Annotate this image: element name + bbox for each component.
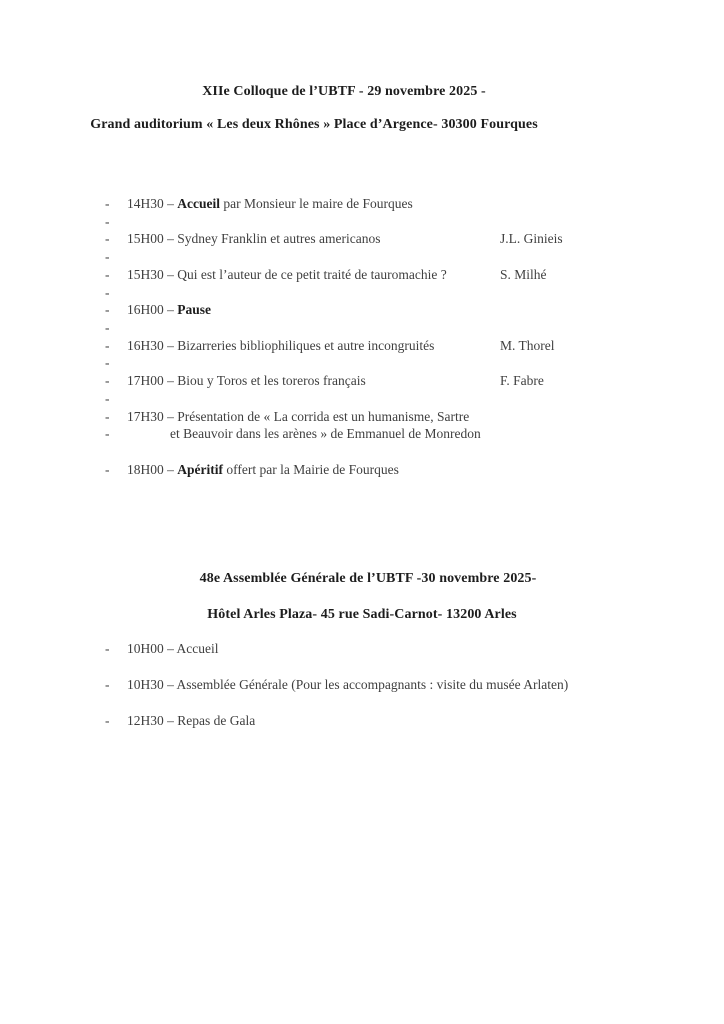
schedule-line <box>0 301 724 319</box>
schedule-line <box>0 319 724 337</box>
bullet-dash: - <box>105 373 110 389</box>
bullet-dash: - <box>105 677 110 692</box>
schedule-line <box>0 461 724 479</box>
schedule-line <box>0 390 724 408</box>
schedule-line <box>0 337 724 355</box>
agenda-text: 12H30 – Repas de Gala <box>127 713 256 728</box>
bullet-dash: - <box>105 641 110 656</box>
speaker-name: J.L. Ginieis <box>500 231 563 247</box>
schedule-text: 15H30 – Qui est l’auteur de ce petit traité de tauromachie ? <box>127 266 447 282</box>
bullet-dash: - <box>105 461 110 477</box>
bullet-dash: - <box>105 266 110 282</box>
bullet-dash: - <box>105 196 110 211</box>
bullet-dash: - <box>105 426 110 442</box>
speaker-name: S. Milhé <box>500 266 547 282</box>
bullet-dash: - <box>105 355 110 371</box>
schedule-line <box>0 213 724 231</box>
schedule-line <box>0 195 724 213</box>
bullet-dash: - <box>105 320 110 336</box>
agenda-item <box>0 640 724 658</box>
schedule-text: 14H30 – Accueil par Monsieur le maire de Fourques <box>127 196 413 211</box>
colloque-venue: Grand auditorium « Les deux Rhônes » Place d’Argence- 30300 Fourques <box>90 117 538 132</box>
schedule-text: 18H00 – Apéritif offert par la Mairie de Fourques <box>127 461 399 477</box>
bullet-dash: - <box>105 284 110 300</box>
bullet-dash: - <box>105 408 110 424</box>
schedule-line <box>0 266 724 284</box>
schedule-line <box>0 248 724 266</box>
assemblee-title: 48e Assemblée Générale de l’UBTF -30 novembre 2025- <box>199 571 537 586</box>
agenda-text: 10H30 – Assemblée Générale (Pour les accompagnants : visite du musée Arlaten) <box>127 677 569 692</box>
assemblee-venue: Hôtel Arles Plaza- 45 rue Sadi-Carnot- 13200 Arles <box>207 607 517 622</box>
agenda-text: 10H00 – Accueil <box>127 641 219 656</box>
agenda-item <box>0 712 724 730</box>
schedule-line <box>0 408 724 426</box>
schedule-line <box>0 372 724 390</box>
schedule-text: 16H30 – Bizarreries bibliophiliques et autre incongruités <box>127 337 435 353</box>
schedule-text: 16H00 – Pause <box>127 302 211 318</box>
speaker-name: M. Thorel <box>500 337 555 353</box>
schedule-blank-line <box>0 443 724 461</box>
schedule-line <box>0 284 724 302</box>
schedule-text: et Beauvoir dans les arènes » de Emmanuel de Monredon <box>170 426 481 442</box>
schedule-line-continuation <box>0 425 724 443</box>
schedule-line <box>0 354 724 372</box>
bullet-dash: - <box>105 713 110 728</box>
schedule-text: 17H30 – Présentation de « La corrida est un humanisme, Sartre <box>127 408 470 424</box>
agenda-item <box>0 676 724 694</box>
bullet-dash: - <box>105 337 110 353</box>
bullet-dash: - <box>105 213 110 229</box>
bullet-dash: - <box>105 302 110 318</box>
colloque-title: XIIe Colloque de l’UBTF - 29 novembre 2025 - <box>202 84 486 99</box>
schedule-text: 15H00 – Sydney Franklin et autres americanos <box>127 231 381 247</box>
bullet-dash: - <box>105 390 110 406</box>
schedule-line <box>0 230 724 248</box>
colloque-schedule <box>0 195 724 479</box>
speaker-name: F. Fabre <box>500 373 544 389</box>
bullet-dash: - <box>105 249 110 265</box>
schedule-text: 17H00 – Biou y Toros et les toreros français <box>127 373 366 389</box>
bullet-dash: - <box>105 231 110 247</box>
